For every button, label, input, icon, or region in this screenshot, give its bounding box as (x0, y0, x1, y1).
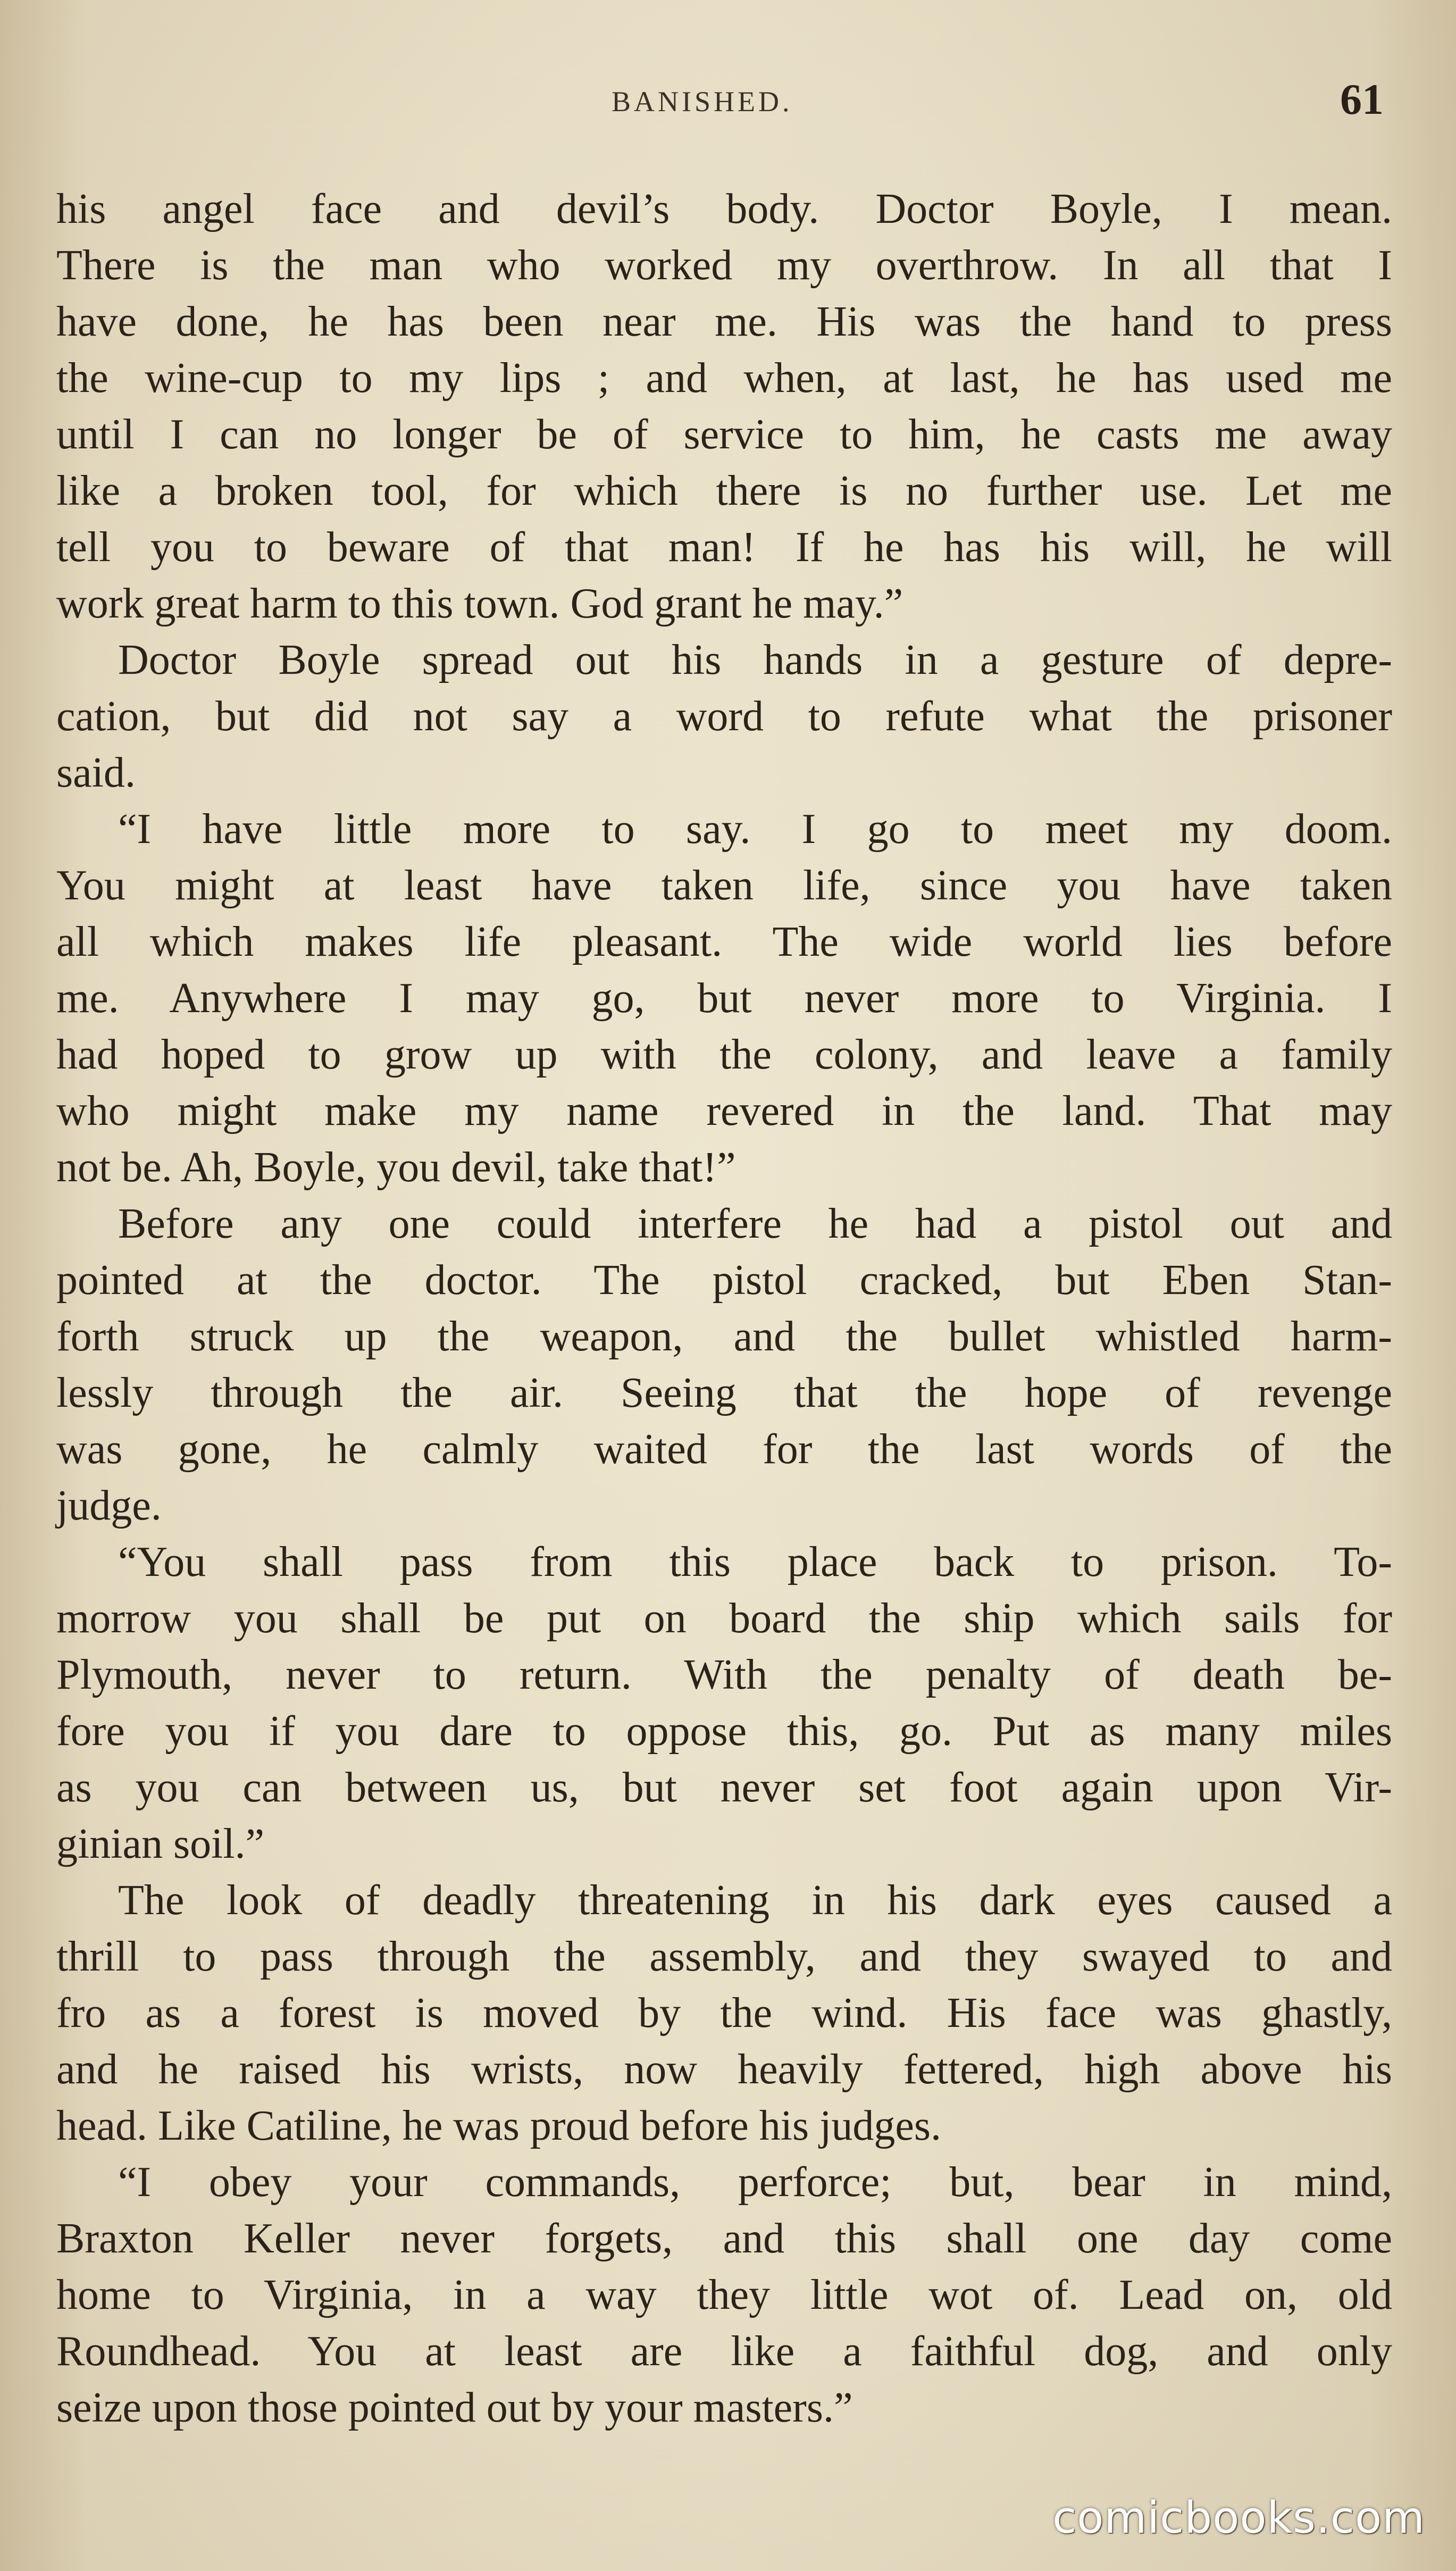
text-line: thrill to pass through the assembly, and they swayed to and (56, 1933, 1392, 1980)
text-line: work great harm to this town. God grant he may.” (56, 580, 903, 627)
body-text (56, 181, 1392, 2436)
text-line: head. Like Catiline, he was proud before his judges. (56, 2102, 941, 2149)
running-head (0, 74, 1456, 133)
text-line: “I obey your commands, perforce; but, bear in mind, (118, 2159, 1392, 2206)
text-line: tell you to beware of that man! If he has his will, he will (56, 524, 1392, 571)
text-line: said. (56, 749, 136, 796)
text-line: morrow you shall be put on board the ship which sails for (56, 1595, 1392, 1642)
text-line: until I can no longer be of service to him, he casts me away (56, 411, 1392, 458)
text-line: not be. Ah, Boyle, you devil, take that!” (56, 1144, 736, 1191)
text-line: Roundhead. You at least are like a faithful dog, and only (56, 2328, 1392, 2375)
text-line: like a broken tool, for which there is no further use. Let me (56, 468, 1392, 514)
text-line: home to Virginia, in a way they little wot of. Lead on, old (56, 2272, 1392, 2318)
chapter-title: BANISHED. (612, 86, 793, 118)
text-line: Doctor Boyle spread out his hands in a gesture of depre- (118, 637, 1392, 683)
text-line: There is the man who worked my overthrow. In all that I (56, 242, 1392, 289)
page-number: 61 (1340, 75, 1384, 123)
text-line: have done, he has been near me. His was the hand to press (56, 298, 1392, 345)
text-line: judge. (56, 1482, 162, 1529)
text-line: Braxton Keller never forgets, and this shall one day come (56, 2215, 1392, 2262)
text-line: pointed at the doctor. The pistol cracked, but Eben Stan- (56, 1257, 1392, 1304)
text-line: was gone, he calmly waited for the last words of the (56, 1426, 1392, 1473)
text-line: and he raised his wrists, now heavily fettered, high above his (56, 2046, 1392, 2093)
text-line: Before any one could interfere he had a pistol out and (118, 1200, 1392, 1247)
text-line: fro as a forest is moved by the wind. His face was ghastly, (56, 1990, 1392, 2036)
text-line: had hoped to grow up with the colony, and leave a family (56, 1031, 1392, 1078)
text-line: the wine-cup to my lips ; and when, at last, he has used me (56, 355, 1392, 402)
text-line: “You shall pass from this place back to prison. To- (118, 1539, 1392, 1585)
text-line: who might make my name revered in the land. That may (56, 1088, 1392, 1134)
watermark: comicbooks.com (1052, 2493, 1425, 2543)
text-line: me. Anywhere I may go, but never more to Virginia. I (56, 975, 1392, 1022)
text-line: as you can between us, but never set foot again upon Vir- (56, 1764, 1392, 1811)
text-line: his angel face and devil’s body. Doctor Boyle, I mean. (56, 186, 1392, 232)
text-line: You might at least have taken life, since you have taken (56, 862, 1392, 909)
text-line: lessly through the air. Seeing that the hope of revenge (56, 1370, 1392, 1416)
text-line: fore you if you dare to oppose this, go. Put as many miles (56, 1708, 1392, 1755)
text-line: Plymouth, never to return. With the penalty of death be- (56, 1651, 1392, 1698)
text-line: seize upon those pointed out by your masters.” (56, 2384, 853, 2431)
text-line: all which makes life pleasant. The wide world lies before (56, 919, 1392, 965)
text-line: “I have little more to say. I go to meet my doom. (118, 806, 1392, 853)
text-line: ginian soil.” (56, 1821, 265, 1867)
text-line: forth struck up the weapon, and the bullet whistled harm- (56, 1313, 1392, 1360)
text-line: The look of deadly threatening in his dark eyes caused a (118, 1877, 1392, 1924)
text-line: cation, but did not say a word to refute what the prisoner (56, 693, 1392, 740)
